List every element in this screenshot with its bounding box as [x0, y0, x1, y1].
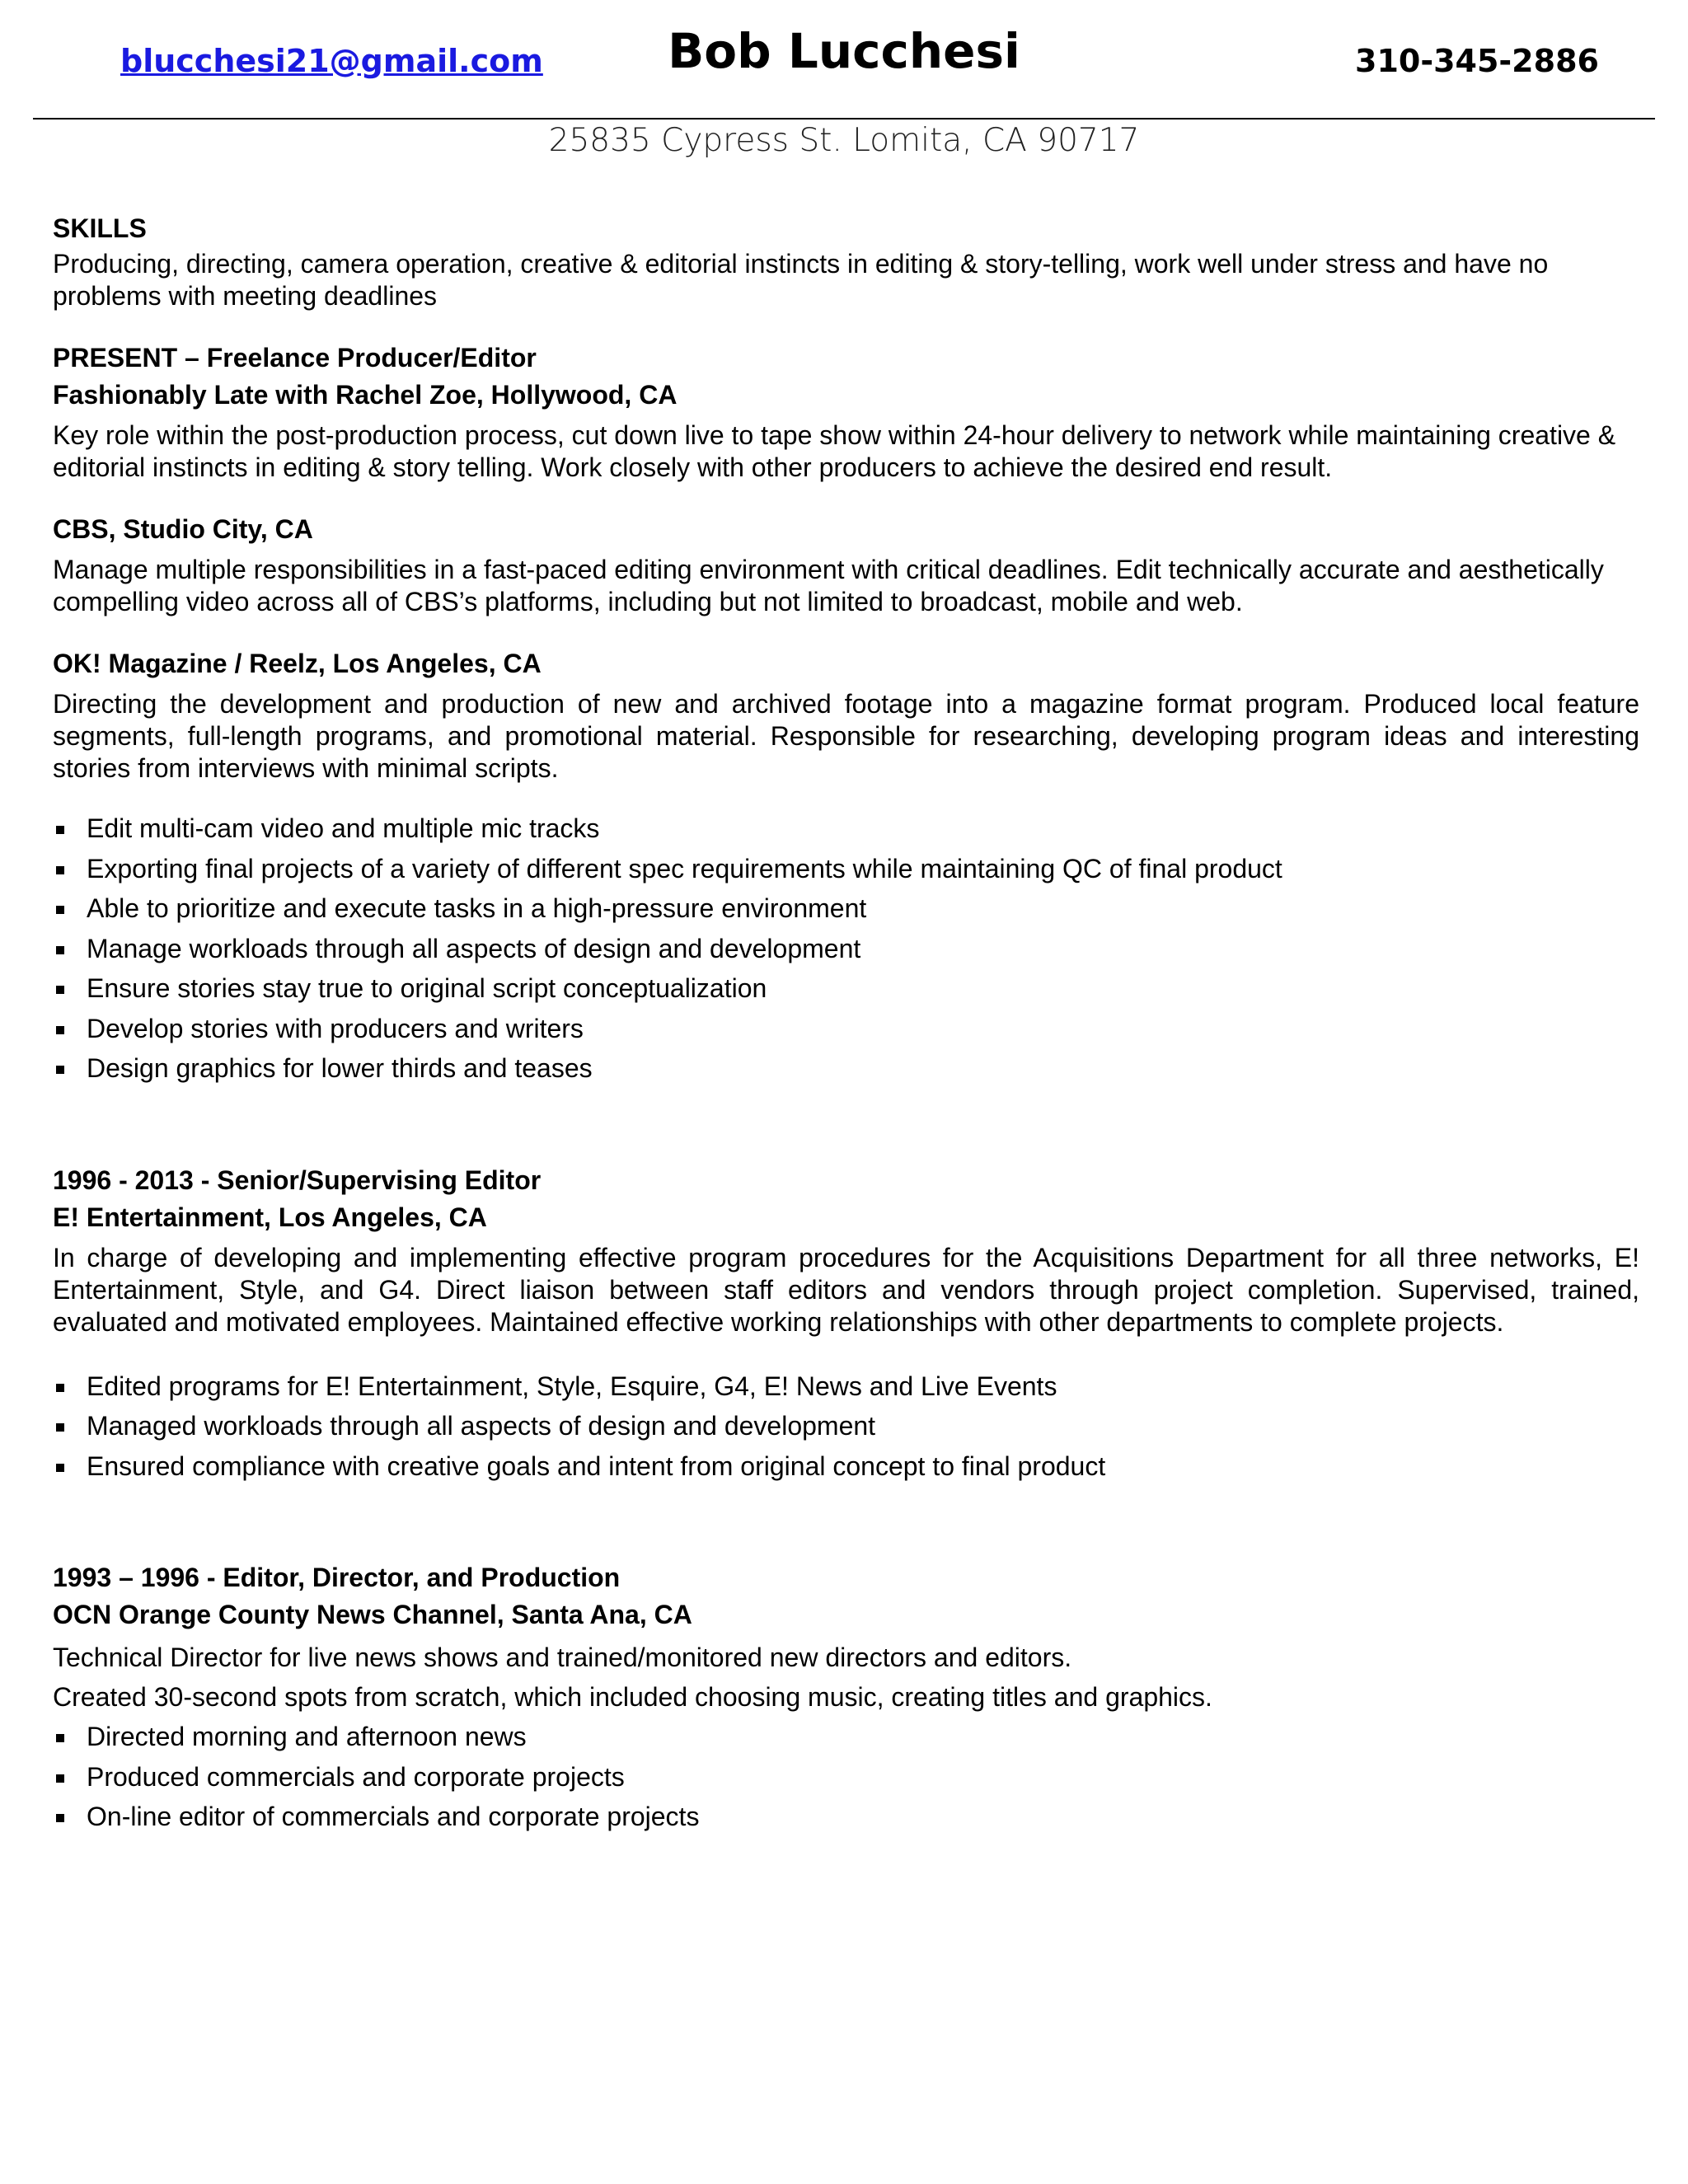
job-description-line: Technical Director for live news shows and trained/monitored new directors and editors.: [53, 1643, 1072, 1672]
job-description: In charge of developing and implementing effective program procedures for the Acquisitions Department for all three networks, E! Entertainment, Style, and G4. Direct liaison between staff editors and vendors through project completion. Supervised, trained, evaluated and motivated employees. Maintained effective working relationships with other departments to complete projects.: [53, 1242, 1639, 1337]
bullet-square-icon: [56, 1814, 64, 1822]
job-entry: [53, 379, 1639, 484]
bullet-text: Directed morning and afternoon news: [87, 1722, 527, 1751]
job-description: Manage multiple responsibilities in a fast-paced editing environment with critical deadlines. Edit technically accurate and aesthetically compelling video across all of CBS’s platforms, including but not limited to broadcast, mobile and web.: [53, 555, 1604, 616]
list-item: [53, 1048, 1639, 1089]
list-item: [53, 888, 1639, 929]
bullet-text: Edited programs for E! Entertainment, Style, Esquire, G4, E! News and Live Events: [87, 1371, 1057, 1401]
bullet-square-icon: [56, 826, 64, 834]
bullet-square-icon: [56, 866, 64, 874]
list-item: [53, 1797, 1639, 1837]
list-item: [53, 1009, 1639, 1049]
present-section: [53, 342, 1639, 1089]
bullet-square-icon: [56, 946, 64, 954]
bullet-text: Manage workloads through all aspects of design and development: [87, 933, 861, 963]
list-item: [53, 1717, 1639, 1757]
e-entertainment-bullet-list: [53, 1366, 1639, 1487]
present-bullet-list: [53, 808, 1639, 1089]
job-entry: [53, 513, 1639, 618]
present-heading: PRESENT – Freelance Producer/Editor: [53, 343, 537, 373]
bullet-square-icon: [56, 1066, 64, 1074]
phone-number: 310-345-2886: [1355, 43, 1599, 79]
ocn-bullet-list: [53, 1717, 1639, 1837]
list-item: [53, 849, 1639, 889]
list-item: [53, 968, 1639, 1009]
header-divider: [33, 118, 1655, 120]
list-item: [53, 1366, 1639, 1407]
bullet-text: Produced commercials and corporate projects: [87, 1761, 625, 1792]
bullet-square-icon: [56, 1774, 64, 1783]
bullet-square-icon: [56, 1026, 64, 1034]
bullet-text: Exporting final projects of a variety of different spec requirements while maintaining QC of final product: [87, 853, 1282, 883]
resume-header: [0, 23, 1688, 97]
skills-heading: SKILLS: [53, 213, 147, 243]
list-item: [53, 929, 1639, 969]
ocn-section: [53, 1562, 1639, 1837]
employer-name: Fashionably Late with Rachel Zoe, Hollywood, CA: [53, 380, 678, 410]
job-description: Directing the development and production of new and archived footage into a magazine format program. Produced local feature segments, full-length programs, and promotional material. Responsible for researching, developing program ideas and interesting stories from interviews with minimal scripts.: [53, 689, 1639, 783]
employer-name: OK! Magazine / Reelz, Los Angeles, CA: [53, 649, 542, 678]
bullet-text: Edit multi-cam video and multiple mic tracks: [87, 813, 600, 843]
bullet-square-icon: [56, 1734, 64, 1742]
bullet-text: Able to prioritize and execute tasks in a high-pressure environment: [87, 893, 867, 923]
bullet-text: Ensure stories stay true to original script conceptualization: [87, 973, 767, 1003]
bullet-square-icon: [56, 1423, 64, 1432]
skills-section: [53, 213, 1639, 312]
skills-text: Producing, directing, camera operation, creative & editorial instincts in editing & story-telling, work well under stress and have no problems with meeting deadlines: [53, 249, 1549, 311]
list-item: [53, 1406, 1639, 1446]
bullet-square-icon: [56, 1464, 64, 1472]
bullet-text: Managed workloads through all aspects of design and development: [87, 1411, 876, 1441]
list-item: [53, 1757, 1639, 1797]
bullet-square-icon: [56, 906, 64, 914]
employer-name: E! Entertainment, Los Angeles, CA: [53, 1202, 487, 1232]
bullet-square-icon: [56, 1384, 64, 1392]
position-heading: 1996 - 2013 - Senior/Supervising Editor: [53, 1165, 542, 1195]
bullet-text: On-line editor of commercials and corporate projects: [87, 1802, 700, 1831]
job-description: Key role within the post-production process, cut down live to tape show within 24-hour delivery to network while maintaining creative & editorial instincts in editing & story telling. Work closely with other producers to achieve the desired end result.: [53, 420, 1616, 482]
email-link[interactable]: blucchesi21@gmail.com: [120, 43, 543, 79]
bullet-text: Ensured compliance with creative goals and intent from original concept to final product: [87, 1451, 1106, 1481]
list-item: [53, 1446, 1639, 1487]
list-item: [53, 808, 1639, 849]
resume-body: [53, 213, 1639, 1837]
candidate-name: Bob Lucchesi: [668, 23, 1020, 79]
employer-name: OCN Orange County News Channel, Santa Ana, CA: [53, 1600, 692, 1629]
bullet-text: Develop stories with producers and writers: [87, 1013, 584, 1043]
e-entertainment-section: [53, 1165, 1639, 1487]
job-description-line: Created 30-second spots from scratch, which included choosing music, creating titles and graphics.: [53, 1682, 1212, 1712]
bullet-square-icon: [56, 986, 64, 994]
bullet-text: Design graphics for lower thirds and teases: [87, 1053, 593, 1083]
street-address: 25835 Cypress St. Lomita, CA 90717: [548, 122, 1140, 159]
job-entry: [53, 648, 1639, 785]
position-heading: 1993 – 1996 - Editor, Director, and Production: [53, 1563, 621, 1592]
employer-name: CBS, Studio City, CA: [53, 514, 313, 544]
